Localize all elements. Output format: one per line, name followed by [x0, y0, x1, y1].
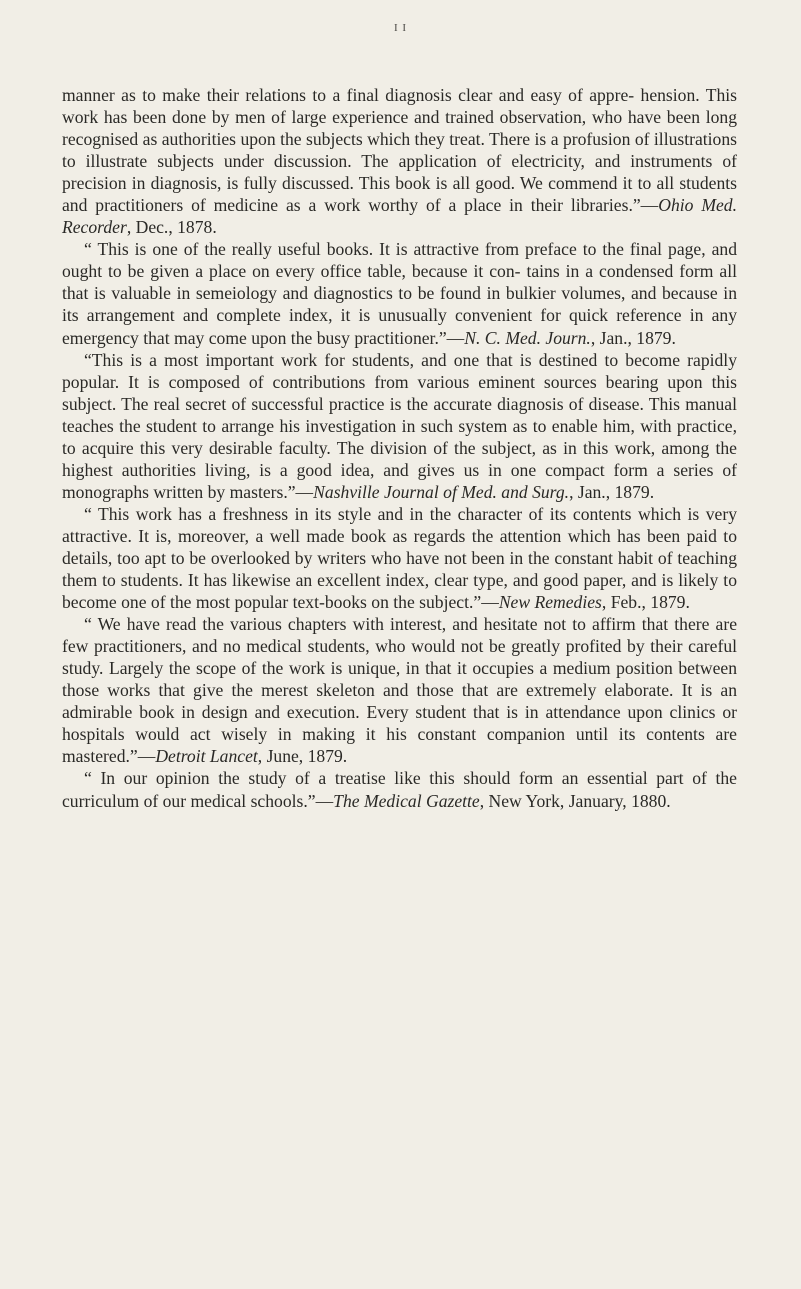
paragraph-2 — [62, 238, 737, 348]
paragraph-body: “This is a most important work for students, and one that is destined to become rapidly popular. It is composed of contributions from various eminent sources bearing upon this subject. The real secret of successful practice is the accurate diagnosis of disease. This manual teaches the student to arrange his investigation in such system as to enable him, with practice, to acquire this very desirable faculty. The division of the subject, as in this work, among the highest authorities living, is a good idea, and gives us in one compact form a series of monographs written by masters.”— — [62, 349, 737, 502]
source-date: , Jan., 1879. — [569, 481, 655, 502]
paragraph-body: “ In our opinion the study of a treatise like this should form an essential part of the curriculum of our medical schools.”— — [62, 768, 737, 811]
paragraph-3 — [62, 349, 737, 503]
paragraph-body: manner as to make their relations to a final diagnosis clear and easy of appre- hension. This work has been done by men of large experience and trained observation, who have been long recognised as authorities upon the subjects which they treat. There is a profusion of illustrations to illustrate subjects under discussion. The application of electricity, and instruments of precision in diagnosis, is fully discussed. This book is all good. We commend it to all students and practitioners of medicine as a work worthy of a place in their libraries.”— — [62, 85, 737, 216]
paragraph-1 — [62, 84, 737, 238]
source-title: N. C. Med. Journ. — [464, 327, 591, 348]
paragraph-4 — [62, 503, 737, 613]
source-title: Nashville Journal of Med. and Surg. — [313, 481, 570, 502]
source-date: , June, 1879. — [257, 746, 348, 767]
source-title: The Medical Gazette — [333, 790, 480, 811]
source-date: , New York, January, 1880. — [479, 790, 671, 811]
paragraph-body: “ This is one of the really useful books. It is attractive from preface to the final page, and ought to be given a place on every office table, because it con- tains in a condensed form all that is valuable in semeiology and diagnostics to be found in bulkier volumes, and because in its arrangement and complete index, it is unusually convenient for quick reference in any emergency that may come upon the busy practitioner.”— — [62, 239, 737, 348]
paragraph-6 — [62, 767, 737, 811]
source-date: , Dec., 1878. — [126, 217, 217, 238]
source-date: , Feb., 1879. — [601, 592, 690, 613]
page-number: I I — [393, 22, 408, 34]
source-date: , Jan., 1879. — [590, 327, 676, 348]
source-title: Detroit Lancet — [155, 746, 258, 767]
source-title: New Remedies — [498, 592, 602, 613]
paragraph-5 — [62, 613, 737, 767]
paragraph-body: “ This work has a freshness in its style and in the character of its contents which is very attractive. It is, moreover, a well made book as regards the attention which has been paid to details, too apt to be overlooked by writers who have not been in the constant habit of teaching them to students. It has likewise an excellent index, clear type, and good paper, and is likely to become one of the most popular text-books on the subject.”— — [62, 503, 737, 613]
source-title: Ohio Med. Recorder — [62, 195, 737, 238]
paragraph-body: “ We have read the various chapters with interest, and hesitate not to affirm that there are few practitioners, and no medical students, who would not be greatly profited by their careful study. Largely the scope of the work is unique, in that it occupies a medium position between those works that give the merest skeleton and those that are extremely elaborate. It is an admirable book in design and execution. Every student that is in attendance upon clinics or hospitals would act wisely in making it his constant companion until its contents are mastered.”— — [62, 614, 737, 767]
review-text — [62, 84, 737, 812]
